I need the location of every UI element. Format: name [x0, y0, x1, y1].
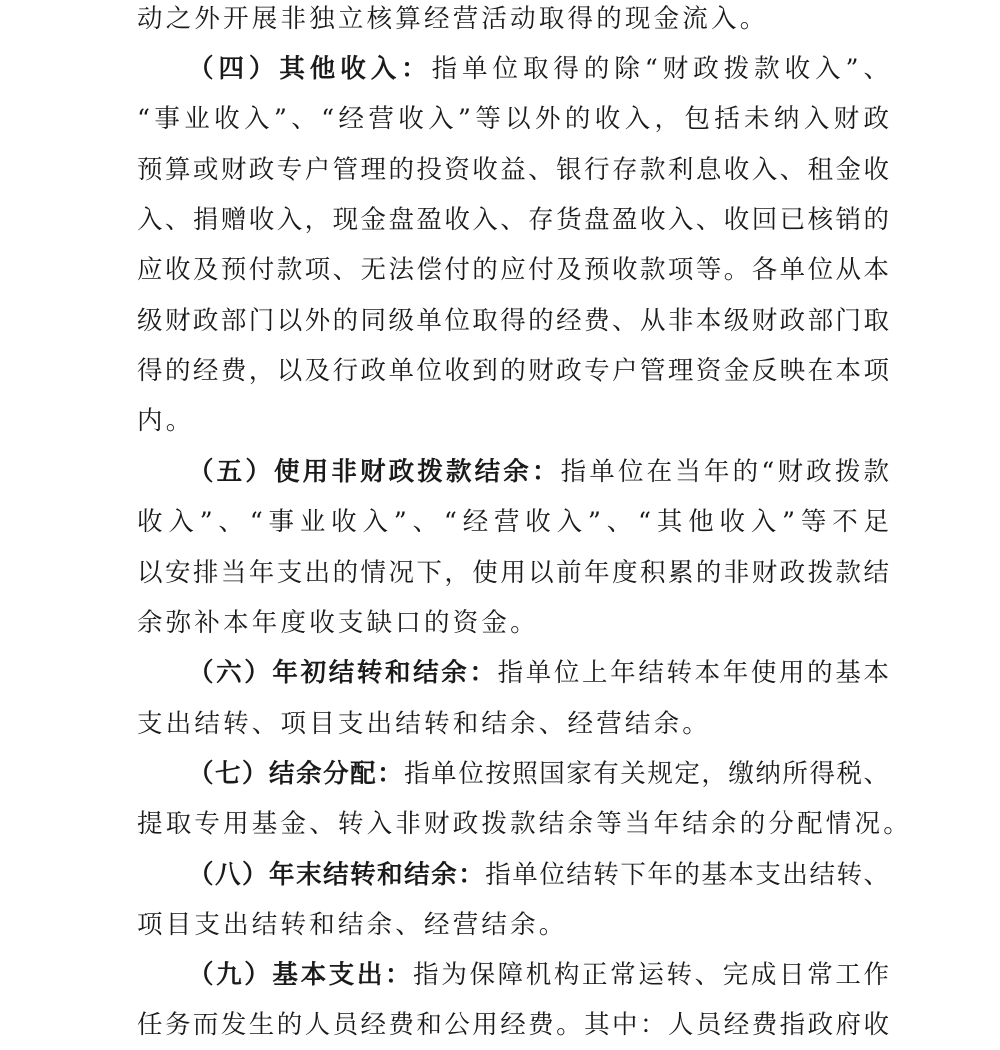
term-heading: （八）年末结转和结余： — [188, 860, 486, 890]
paragraph-first-line — [188, 950, 889, 1000]
text-line: 以安排当年支出的情况下，使用以前年度积累的非财政拨款结 — [137, 558, 889, 588]
text-line: 级财政部门以外的同级单位取得的经费、从非本级财政部门取 — [137, 306, 889, 336]
text-fragment: 指为保障机构正常运转、完成日常工作 — [413, 960, 889, 990]
text-line: 内。 — [137, 406, 195, 436]
text-line: 任务而发生的人员经费和公用经费。其中：人员经费指政府收 — [137, 1010, 889, 1040]
text-line: 得的经费，以及行政单位收到的财政专户管理资金反映在本项 — [137, 356, 889, 386]
text-line: 收入”、“事业收入”、“经营收入”、“其他收入”等不足 — [137, 507, 889, 537]
text-fragment: 指单位结转下年的基本支出结转、 — [485, 860, 889, 890]
term-heading: （七）结余分配： — [188, 759, 405, 789]
paragraph-first-line — [188, 850, 889, 900]
paragraph-first-line — [188, 44, 889, 94]
paragraph-first-line — [188, 749, 889, 799]
term-heading: （六）年初结转和结余： — [188, 658, 498, 688]
text-line: 应收及预付款项、无法偿付的应付及预收款项等。各单位从本 — [137, 255, 889, 285]
text-fragment: 指单位取得的除“财政拨款收入”、 — [431, 54, 889, 84]
text-fragment: 指单位在当年的“财政拨款 — [560, 457, 889, 487]
text-line: 项目支出结转和结余、经营结余。 — [137, 910, 568, 940]
text-line: “事业收入”、“经营收入”等以外的收入，包括未纳入财政 — [137, 104, 889, 134]
text-line: 余弥补本年度收支缺口的资金。 — [137, 608, 539, 638]
text-line: 支出结转、项目支出结转和结余、经营结余。 — [137, 709, 712, 739]
paragraph-first-line — [188, 648, 889, 698]
text-line: 提取专用基金、转入非财政拨款结余等当年结余的分配情况。 — [137, 809, 912, 839]
text-line: 入、捐赠收入，现金盘盈收入、存货盘盈收入、收回已核销的 — [137, 205, 889, 235]
term-heading: （九）基本支出： — [188, 960, 414, 990]
term-heading: （五）使用非财政拨款结余： — [188, 457, 561, 487]
text-line: 动之外开展非独立核算经营活动取得的现金流入。 — [137, 4, 769, 34]
term-heading: （四）其他收入： — [188, 54, 432, 84]
text-fragment: 指单位按照国家有关规定，缴纳所得税、 — [404, 759, 889, 789]
text-fragment: 指单位上年结转本年使用的基本 — [497, 658, 889, 688]
text-line: 预算或财政专户管理的投资收益、银行存款利息收入、租金收 — [137, 155, 889, 185]
paragraph-first-line — [188, 447, 889, 497]
